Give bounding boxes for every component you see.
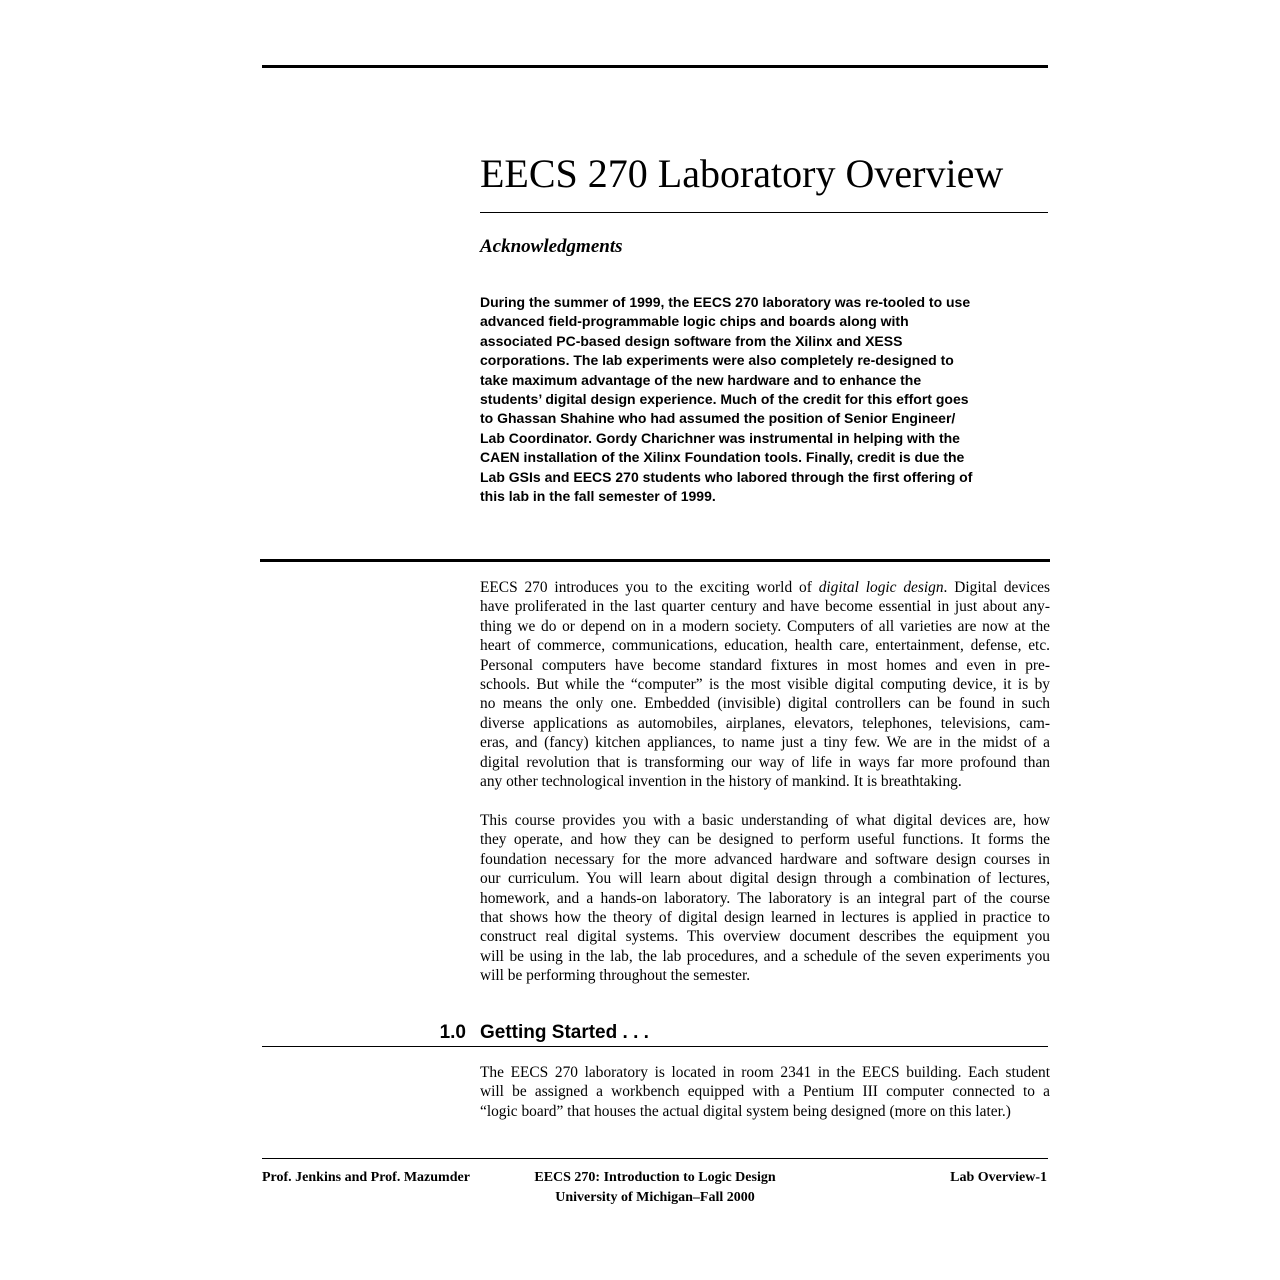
course-line: our curriculum. You will learn about digital design through a combination of lectures, — [480, 870, 1050, 888]
intro-line: Personal computers have become standard fixtures in most homes and even in pre- — [480, 656, 1050, 674]
acknowledgments-line: to Ghassan Shahine who had assumed the position of Senior Engineer/ — [480, 410, 956, 427]
intro-line: no means the only one. Embedded (invisible) digital controllers can be found in such — [480, 695, 1050, 713]
section-line: “logic board” that houses the actual digital system being designed (more on this later.) — [480, 1102, 1011, 1120]
intro-line: thing we do or depend on in a modern society. Computers of all varieties are now at the — [480, 617, 1050, 635]
title-underline — [480, 212, 1048, 213]
footer-page-number: Lab Overview-1 — [950, 1170, 1047, 1185]
course-paragraph — [480, 811, 1050, 986]
course-line: will be using in the lab, the lab procedures, and a schedule of the seven experiments you — [480, 947, 1050, 965]
section-line: will be assigned a workbench equipped with a Pentium III computer connected to a — [480, 1083, 1050, 1101]
footer-authors: Prof. Jenkins and Prof. Mazumder — [262, 1170, 470, 1185]
course-line: This course provides you with a basic understanding of what digital devices are, how — [480, 812, 1050, 829]
acknowledgments-line: advanced field-programmable logic chips and boards along with — [480, 313, 909, 330]
intro-text: . Digital devices — [943, 579, 1050, 596]
acknowledgments-line: During the summer of 1999, the EECS 270 laboratory was re-tooled to use — [480, 294, 971, 310]
course-line: foundation necessary for the more advanced hardware and software design courses in — [480, 850, 1050, 868]
intro-emphasis: digital logic design — [818, 579, 944, 596]
intro-line: schools. But while the “computer” is the most visible digital computing device, it is by — [480, 676, 1050, 694]
section-divider-rule — [260, 559, 1050, 562]
section-paragraph — [480, 1063, 1050, 1121]
acknowledgments-line: this lab in the fall semester of 1999. — [480, 488, 716, 505]
intro-text: EECS 270 introduces you to the exciting world of — [480, 579, 819, 596]
course-line: will be performing throughout the semester. — [480, 967, 751, 985]
footer-course-title: EECS 270: Introduction to Logic Design — [534, 1170, 776, 1185]
section-line: The EECS 270 laboratory is located in room 2341 in the EECS building. Each student — [480, 1064, 1050, 1081]
intro-line: diverse applications as automobiles, airplanes, elevators, telephones, televisions, cam- — [480, 714, 1050, 732]
section-title: Getting Started . . . — [480, 1022, 649, 1043]
intro-line: heart of commerce, communications, education, health care, entertainment, defense, etc. — [480, 637, 1050, 655]
acknowledgments-heading: Acknowledgments — [480, 236, 623, 257]
intro-line: eras, and (fancy) kitchen appliances, to name just a tiny few. We are in the midst of a — [480, 734, 1050, 752]
acknowledgments-body — [480, 293, 1000, 506]
course-line: they operate, and how they can be designed to perform useful functions. It forms the — [480, 831, 1050, 849]
course-line: homework, and a hands-on laboratory. The laboratory is an integral part of the course — [480, 889, 1050, 907]
intro-paragraph — [480, 578, 1050, 791]
intro-line — [480, 578, 1050, 597]
acknowledgments-line: CAEN installation of the Xilinx Foundation tools. Finally, credit is due the — [480, 449, 965, 466]
acknowledgments-line: associated PC-based design software from the Xilinx and XESS — [480, 332, 903, 349]
intro-line: digital revolution that is transforming our way of life in ways far more profound than — [480, 753, 1050, 771]
acknowledgments-line: students’ digital design experience. Much of the credit for this effort goes — [480, 391, 969, 408]
acknowledgments-line: Lab Coordinator. Gordy Charichner was instrumental in helping with the — [480, 429, 960, 446]
intro-line: have proliferated in the last quarter century and have become essential in just about any- — [480, 598, 1050, 616]
course-line: construct real digital systems. This overview document describes the equipment you — [480, 928, 1050, 946]
intro-line: any other technological invention in the history of mankind. It is breathtaking. — [480, 773, 962, 791]
footer-course-term: University of Michigan–Fall 2000 — [555, 1190, 755, 1205]
section-number: 1.0 — [439, 1022, 466, 1043]
acknowledgments-line: Lab GSIs and EECS 270 students who labored through the first offering of — [480, 468, 973, 485]
acknowledgments-line: take maximum advantage of the new hardware and to enhance the — [480, 371, 922, 388]
footer-course — [500, 1168, 810, 1208]
acknowledgments-line: corporations. The lab experiments were also completely re-designed to — [480, 352, 954, 369]
section-heading-rule — [262, 1046, 1048, 1047]
top-rule — [262, 65, 1048, 68]
page-title: EECS 270 Laboratory Overview — [480, 151, 1004, 196]
course-line: that shows how the theory of digital design learned in lectures is applied in practice to — [480, 909, 1050, 927]
footer-rule — [262, 1158, 1048, 1159]
